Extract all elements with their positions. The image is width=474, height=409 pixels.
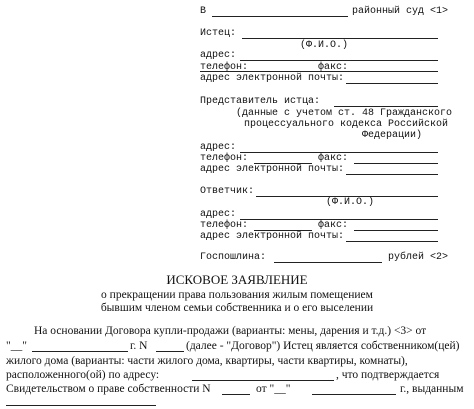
representative-label: Представитель истца: <box>200 96 321 107</box>
state-duty-label: Госпошлина: <box>200 252 267 263</box>
fio-hint: (Ф.И.О.) <box>326 197 375 208</box>
defendant-phone-label: телефон: <box>200 220 249 231</box>
plaintiff-email-label: адрес электронной почты: <box>200 73 345 84</box>
document-subtitle-2: бывшим членом семьи собственника и о его выселении <box>100 302 374 314</box>
certificate-number-line <box>222 394 250 395</box>
defendant-label: Ответчик: <box>200 186 255 197</box>
court-suffix: районный суд <1> <box>352 6 449 17</box>
plaintiff-phone-label: телефон: <box>200 62 249 73</box>
defendant-fax-label: факс: <box>318 220 349 231</box>
property-address-line <box>192 380 334 381</box>
state-duty-amount-line <box>274 262 382 263</box>
representative-phone-label: телефон: <box>200 153 249 164</box>
representative-email-line <box>346 174 438 175</box>
representative-name-line <box>334 106 438 107</box>
representative-address-label: адрес: <box>200 142 237 153</box>
document-title: ИСКОВОЕ ЗАЯВЛЕНИЕ <box>166 272 308 287</box>
defendant-fax-line <box>354 230 438 231</box>
body-line-5-start: Свидетельством о праве собственности N <box>6 383 211 395</box>
body-line-2-number-prefix: г. N <box>130 340 148 352</box>
defendant-email-label: адрес электронной почты: <box>200 231 345 242</box>
representative-email-label: адрес электронной почты: <box>200 164 345 175</box>
court-name-line <box>212 16 348 17</box>
representative-fax-label: факс: <box>318 153 349 164</box>
fio-hint: (Ф.И.О.) <box>300 40 349 51</box>
certificate-date-line <box>312 394 396 395</box>
body-line-4-start: расположенного(ой) по адресу: <box>6 369 160 381</box>
plaintiff-email-line <box>346 83 438 84</box>
body-line-5-end: г., выданным <box>400 383 464 395</box>
representative-fax-line <box>354 163 438 164</box>
document-subtitle-1: о прекращении права пользования жилым помещением <box>101 289 373 301</box>
body-line-1: На основании Договора купли-продажи (варианты: мены, дарения и т.д.) <3> от <box>34 325 427 337</box>
body-line-4-end: , что подтверждается <box>336 369 440 381</box>
state-duty-suffix: рублей <2> <box>388 252 449 263</box>
defendant-address-label: адрес: <box>200 209 237 220</box>
representative-note-3: Федерации) <box>362 130 423 141</box>
plaintiff-fax-label: факс: <box>318 62 349 73</box>
plaintiff-label: Истец: <box>200 28 237 39</box>
court-prefix: В <box>200 6 207 17</box>
representative-note-2: процессуального кодекса Российской <box>244 119 449 130</box>
body-line-2-rest: (далее - "Договор") Истец является собственником(цей) <box>186 340 460 352</box>
plaintiff-fax-line <box>354 71 438 72</box>
representative-note-1: (данные с учетом ст. 48 Гражданского <box>236 108 453 119</box>
plaintiff-name-line <box>242 38 438 39</box>
plaintiff-address-label: адрес: <box>200 50 237 61</box>
body-line-5-date: от "__" <box>256 383 291 395</box>
defendant-email-line <box>346 241 438 242</box>
body-line-3: жилого дома (варианты: части жилого дома, квартиры, части квартиры, комнаты), <box>6 355 408 367</box>
body-line-2-date: "__" <box>6 340 27 352</box>
issuer-line <box>6 405 156 406</box>
plaintiff-address-line <box>240 60 438 61</box>
contract-number-line <box>156 351 184 352</box>
contract-date-line <box>32 351 128 352</box>
